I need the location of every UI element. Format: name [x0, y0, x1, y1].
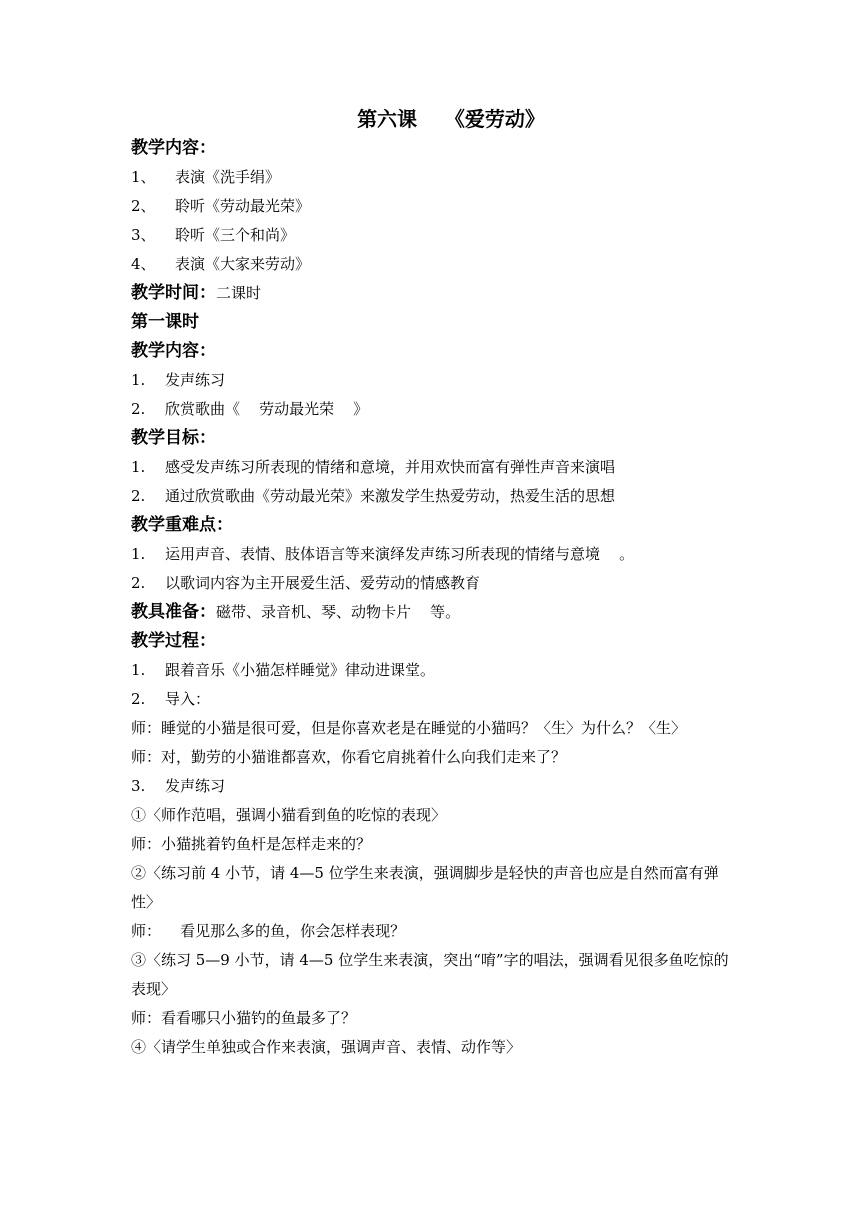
- list-item: [131, 656, 741, 685]
- list-item-number: 1、: [131, 168, 156, 186]
- lesson-one-heading: 第一课时: [131, 312, 199, 332]
- list-item-number: 1.: [131, 458, 146, 476]
- list-item-number: 2、: [131, 197, 156, 215]
- list-item: [131, 250, 741, 279]
- list-item-text: 运用声音、表情、肢体语言等来演绎发声练习所表现的情绪与意境 。: [165, 545, 635, 563]
- list-item-text: 导入：: [165, 690, 211, 708]
- list-item-number: 1.: [131, 545, 146, 563]
- list-item-number: 3.: [131, 777, 146, 795]
- paragraph: 师：睡觉的小猫是很可爱，但是你喜欢老是在睡觉的小猫吗？〈生〉为什么？〈生〉: [131, 719, 687, 737]
- list-item-text: 聆听《劳动最光荣》: [175, 197, 311, 215]
- list-item: [131, 163, 741, 192]
- list-item-text: 聆听《三个和尚》: [175, 226, 296, 244]
- paragraph: ③〈练习 5—9 小节，请 4—5 位学生来表演，突出“唷”字的唱法，强调看见很多鱼吃惊的表现〉: [131, 951, 729, 998]
- teaching-tools-heading: 教具准备：: [131, 602, 216, 622]
- list-item-number: 3、: [131, 226, 156, 244]
- list-item: [131, 366, 741, 395]
- list-item: [131, 569, 741, 598]
- list-item-text: 以歌词内容为主开展爱生活、爱劳动的情感教育: [165, 574, 481, 592]
- list-item-number: 2.: [131, 487, 146, 505]
- teaching-time-line: [131, 279, 741, 308]
- document-body: [131, 104, 741, 1062]
- list-item-number: 2.: [131, 400, 146, 418]
- list-item-text: 发声练习: [165, 371, 226, 389]
- teaching-goals-heading: 教学目标：: [131, 428, 216, 448]
- list-item: [131, 685, 741, 714]
- paragraph: 师： 看见那么多的鱼，你会怎样表现？: [131, 922, 406, 940]
- teaching-process-heading: 教学过程：: [131, 631, 216, 651]
- list-item: [131, 482, 741, 511]
- paragraph: 师：小猫挑着钓鱼杆是怎样走来的？: [131, 835, 372, 853]
- list-item: [131, 772, 741, 801]
- list-item: [131, 221, 741, 250]
- list-item: [131, 395, 741, 424]
- list-item-text: 表演《大家来劳动》: [175, 255, 311, 273]
- paragraph: 师：看看哪只小猫钓的鱼最多了？: [131, 1009, 357, 1027]
- paragraph: ④〈请学生单独或合作来表演，强调声音、表情、动作等〉: [131, 1038, 522, 1056]
- list-item: [131, 540, 741, 569]
- paragraph: ①〈师作范唱，强调小猫看到鱼的吃惊的表现〉: [131, 806, 447, 824]
- list-item-number: 2.: [131, 690, 146, 708]
- list-item: [131, 192, 741, 221]
- key-difficulties-heading: 教学重难点：: [131, 515, 233, 535]
- teaching-time-value: 二课时: [216, 284, 262, 302]
- lesson-content-heading: 教学内容：: [131, 341, 216, 361]
- teaching-time-heading: 教学时间：: [131, 283, 216, 303]
- list-item-text: 发声练习: [165, 777, 226, 795]
- lesson-title: 第六课 《爱劳动》: [357, 107, 545, 131]
- paragraph: ②〈练习前 4 小节，请 4—5 位学生来表演，强调脚步是轻快的声音也应是自然而富有弹性〉: [131, 864, 719, 911]
- teaching-tools-line: [131, 598, 741, 627]
- list-item-text: 欣赏歌曲《 劳动最光荣 》: [165, 400, 369, 418]
- list-item-text: 跟着音乐《小猫怎样睡觉》律动进课堂。: [165, 661, 436, 679]
- paragraph: 师：对，勤劳的小猫谁都喜欢，你看它肩挑着什么向我们走来了？: [131, 748, 567, 766]
- teaching-content-heading: 教学内容：: [131, 138, 216, 158]
- list-item-text: 表演《洗手绢》: [175, 168, 281, 186]
- list-item-number: 4、: [131, 255, 156, 273]
- list-item-number: 1.: [131, 371, 146, 389]
- list-item: [131, 453, 741, 482]
- teaching-tools-value: 磁带、录音机、琴、动物卡片 等。: [216, 603, 461, 621]
- list-item-text: 感受发声练习所表现的情绪和意境，并用欢快而富有弹性声音来演唱: [165, 458, 616, 476]
- list-item-number: 2.: [131, 574, 146, 592]
- list-item-number: 1.: [131, 661, 146, 679]
- list-item-text: 通过欣赏歌曲《劳动最光荣》来激发学生热爱劳动，热爱生活的思想: [165, 487, 616, 505]
